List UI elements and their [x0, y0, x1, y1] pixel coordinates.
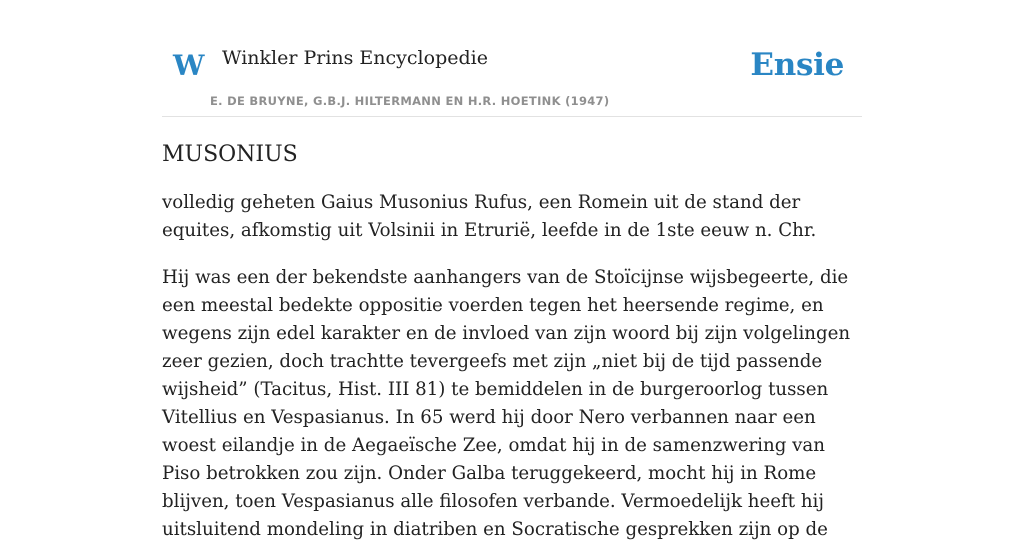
- book-title[interactable]: Winkler Prins Encyclopedie: [222, 47, 488, 69]
- page-header: [162, 0, 862, 117]
- book-authors: E. DE BRUYNE, G.B.J. HILTERMANN EN H.R. HOETINK (1947): [210, 94, 610, 108]
- winkler-prins-logo[interactable]: W: [173, 49, 205, 82]
- article-headword: MUSONIUS: [162, 142, 298, 167]
- article-paragraph-1: volledig geheten Gaius Musonius Rufus, een Romein uit de stand der equites, afkomstig uit Volsinii in Etrurië, leefde in de 1ste eeuw n. Chr.: [162, 192, 817, 241]
- ensie-logo[interactable]: Ensie: [750, 47, 844, 83]
- article-paragraph-2: Hij was een der bekendste aanhangers van de Stoïcijnse wijsbegeerte, die een meestal bedekte oppositie voerden tegen het heersende regime, en wegens zijn edel karakter en de invloed van zijn woord bij zijn volgelingen zeer gezien, doch trachtte tevergeefs met zijn „niet bij de tijd passende wijsheid” (Tacitus, Hist. III 81) te bemiddelen in de burgeroorlog tussen Vitellius en Vespasianus. In 65 werd hij door Nero verbannen naar een woest eilandje in de Aegaeïsche Zee, omdat hij in de samenzwering van Piso betrokken zou zijn. Onder Galba teruggekeerd, mocht hij in Rome blijven, toen Vespasianus alle filosofen verbande. Vermoedelijk heeft hij uitsluitend mondeling in diatriben en Socratische gesprekken zijn op de: [162, 267, 851, 540]
- article-body: [162, 140, 862, 544]
